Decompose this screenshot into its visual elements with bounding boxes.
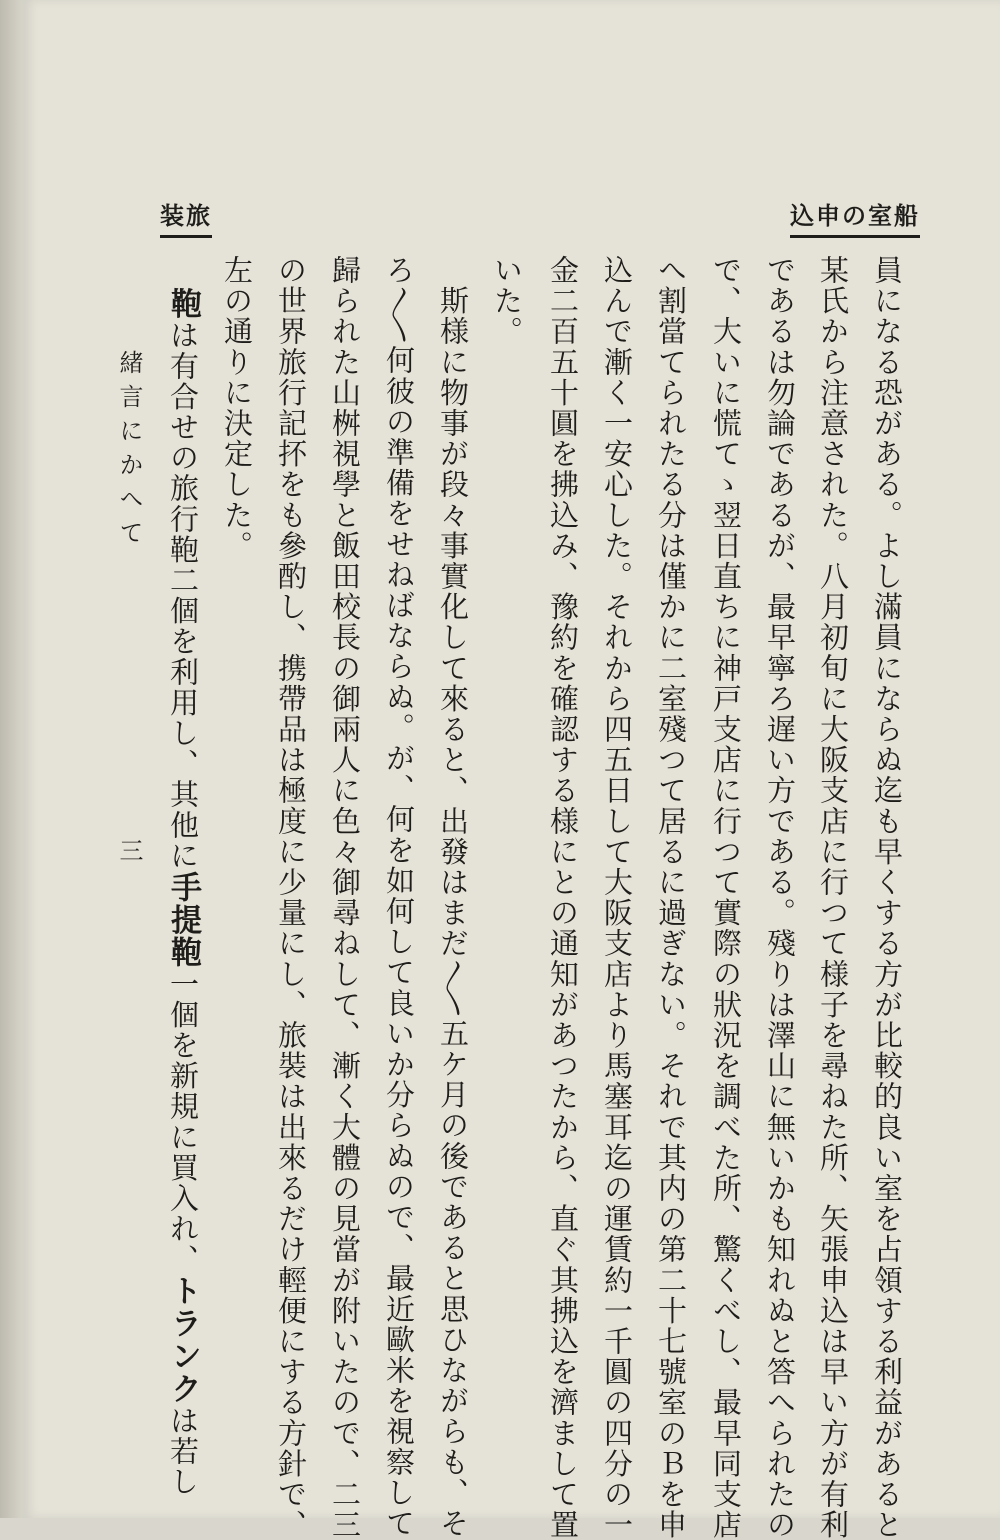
book-page — [22, 0, 1000, 1540]
text-column: 左の通りに決定した。 — [220, 255, 254, 561]
page-edge — [0, 0, 22, 1518]
text-column-last — [164, 255, 202, 1497]
running-header-right: 込申の室船 — [790, 196, 920, 238]
text-column: の世界旅行記抔をも參酌し、携帶品は極度に少量にし、旅裝は出來るだけ輕便にする方針で、 — [274, 255, 308, 1540]
text-column: 込んで漸く一安心した。それから四五日して大阪支店より馬塞耳迄の運賃約一千圓の四分の一 — [600, 255, 634, 1540]
text-column: 金二百五十圓を拂込み、豫約を確認する様にとの通知があつたから、直ぐ其拂込を濟まして置 — [546, 255, 580, 1540]
page-number: 三 — [115, 838, 143, 872]
text-column: へ割當てられたる分は僅かに二室殘つて居るに過ぎない。それで其内の第二十七號室のＢを申 — [654, 255, 688, 1540]
text-column: で、大いに慌てゝ翌日直ちに神戸支店に行つて實際の狀況を調べた所、驚くべし、最早同支店 — [709, 255, 743, 1540]
running-header-left: 装旅 — [160, 196, 212, 238]
bold-term: 手提鞄 — [165, 871, 201, 969]
bold-term: トランク — [165, 1274, 201, 1406]
text-run: 一個を新規に買入れ、 — [166, 968, 200, 1275]
text-run: は若し — [166, 1405, 200, 1498]
text-column: 員になる恐がある。よし滿員にならぬ迄も早くする方が比較的良い室を占領する利益があると — [870, 255, 904, 1540]
text-column: 歸られた山桝視學と飯田校長の御兩人に色々御尋ねして、漸く大體の見當が附いたので、二三 — [328, 255, 362, 1540]
text-column: 某氏から注意された。八月初旬に大阪支店に行つて様子を尋ねた所、矢張申込は早い方が有利 — [816, 255, 850, 1540]
bold-term: 鞄 — [165, 255, 201, 321]
text-run: は有合せの旅行鞄二個を利用し、其他に — [166, 320, 200, 872]
text-column: であるは勿論であるが、最早寧ろ遅い方である。殘りは澤山に無いかも知れぬと答へられたの — [763, 255, 797, 1540]
text-column: いた。 — [490, 255, 524, 347]
text-column: 斯様に物事が段々事實化して來ると、出發はまだ〱五ケ月の後であると思ひながらも、そ — [436, 255, 470, 1539]
section-title-footer: 緒言にかへて — [115, 350, 143, 554]
text-column: ろ〱何彼の準備をせねばならぬ。が、何を如何して良いか分らぬので、最近歐米を視察して — [382, 255, 416, 1539]
